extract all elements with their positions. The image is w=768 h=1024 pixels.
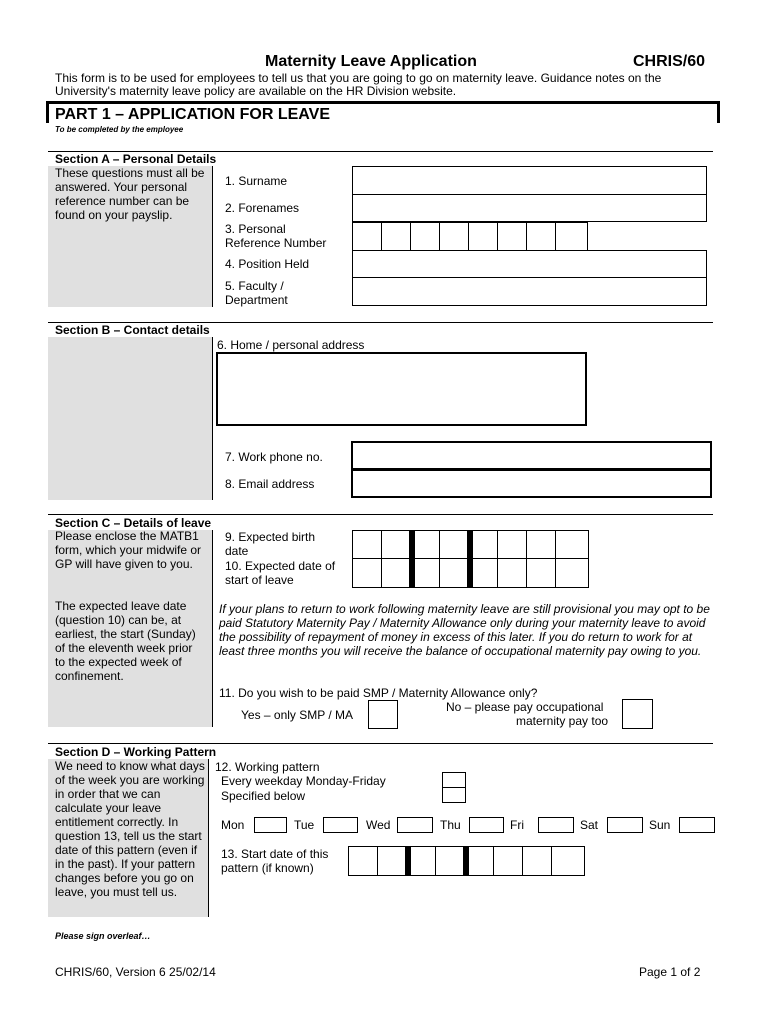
date-separator <box>409 530 415 588</box>
section-c-note-1: Please enclose the MATB1 form, which your midwife or GP will have given to you. <box>55 529 202 571</box>
day-box-sun[interactable] <box>679 817 715 833</box>
footer-page-number: Page 1 of 2 <box>639 965 701 979</box>
smp-yes-label: Yes – only SMP / MA <box>241 708 354 722</box>
section-d-divider <box>208 759 209 917</box>
specified-option-checkbox[interactable] <box>442 787 466 803</box>
day-label-wed: Wed <box>366 818 391 832</box>
ref-digit-cell[interactable] <box>526 222 556 251</box>
ref-digit-cell[interactable] <box>497 222 527 251</box>
section-a-divider <box>212 166 213 307</box>
smp-explanation: If your plans to return to work following maternity leave are still provisional you may opt to be paid Statutory Maternity Pay / Maternity Allowance only during your maternity leave to avoid the possibility of repayment of money in excess of this later. If you do return to work for at least three months you will receive the balance of occupational maternity pay owing to you. <box>219 602 710 658</box>
specified-option-label: Specified below <box>221 789 306 803</box>
ref-digit-cell[interactable] <box>468 222 498 251</box>
birth-date-label-2: date <box>225 544 249 558</box>
ref-digit-cell[interactable] <box>410 222 440 251</box>
weekday-option-checkbox[interactable] <box>442 772 466 788</box>
personal-ref-label-1: 3. Personal <box>225 222 286 236</box>
date-digit-cell[interactable] <box>377 846 407 876</box>
home-address-field[interactable] <box>216 352 587 426</box>
smp-no-checkbox[interactable] <box>622 699 653 729</box>
smp-yes-checkbox[interactable] <box>368 700 398 729</box>
surname-label: 1. Surname <box>225 174 288 188</box>
footer-version: CHRIS/60, Version 6 25/02/14 <box>55 965 216 979</box>
part1-subtitle: To be completed by the employee <box>55 125 184 134</box>
form-title: Maternity Leave Application <box>265 53 477 70</box>
section-c-note-2: The expected leave date (question 10) can be, at earliest, the start (Sunday) of the eleventh week prior to the expected week of confinement. <box>55 599 196 683</box>
email-label: 8. Email address <box>225 477 315 491</box>
birth-date-label-1: 9. Expected birth <box>225 530 316 544</box>
faculty-label-2: Department <box>225 293 288 307</box>
leave-date-label-2: start of leave <box>225 573 294 587</box>
day-box-fri[interactable] <box>538 817 574 833</box>
section-c-divider <box>212 530 213 727</box>
faculty-label-1: 5. Faculty / <box>225 279 284 293</box>
home-address-label: 6. Home / personal address <box>217 338 365 352</box>
smp-question: 11. Do you wish to be paid SMP / Maternity Allowance only? <box>219 686 538 700</box>
work-phone-field[interactable] <box>351 441 712 470</box>
date-digit-cell[interactable] <box>435 846 465 876</box>
form-code: CHRIS/60 <box>633 53 706 70</box>
ref-digit-cell[interactable] <box>439 222 469 251</box>
date-digit-cell[interactable] <box>522 846 552 876</box>
position-label: 4. Position Held <box>225 257 310 271</box>
date-digit-cell[interactable] <box>381 530 411 559</box>
email-field[interactable] <box>351 469 712 498</box>
day-box-sat[interactable] <box>607 817 643 833</box>
ref-digit-cell[interactable] <box>381 222 411 251</box>
sign-overleaf-note: Please sign overleaf… <box>55 931 151 941</box>
work-phone-label: 7. Work phone no. <box>225 450 323 464</box>
smp-no-label-1: No – please pay occupational <box>446 700 604 714</box>
pattern-start-label-1: 13. Start date of this <box>221 847 329 861</box>
date-digit-cell[interactable] <box>352 530 382 559</box>
date-separator <box>463 846 469 876</box>
position-field[interactable] <box>352 250 707 278</box>
section-d-title: Section D – Working Pattern <box>55 745 217 759</box>
date-separator <box>467 530 473 588</box>
date-digit-cell[interactable] <box>526 558 556 588</box>
section-c-title: Section C – Details of leave <box>55 516 212 530</box>
date-digit-cell[interactable] <box>497 558 527 588</box>
leave-date-label-1: 10. Expected date of <box>225 559 336 573</box>
date-digit-cell[interactable] <box>352 558 382 588</box>
forenames-label: 2. Forenames <box>225 201 300 215</box>
section-b-note-panel <box>48 337 212 500</box>
day-box-mon[interactable] <box>254 817 287 833</box>
ref-digit-cell[interactable] <box>555 222 588 251</box>
day-label-mon: Mon <box>221 818 245 832</box>
day-label-thu: Thu <box>440 818 461 832</box>
section-a-note: These questions must all be answered. Your personal reference number can be found on your payslip. <box>55 166 205 222</box>
date-digit-cell[interactable] <box>555 530 589 559</box>
date-digit-cell[interactable] <box>493 846 523 876</box>
section-b-divider <box>212 337 213 500</box>
day-label-sat: Sat <box>580 818 599 832</box>
day-label-fri: Fri <box>510 818 524 832</box>
section-d-note: We need to know what days of the week you are working in order that we can calculate your leave entitlement correctly. In question 13, tell us the start date of this pattern (even if in the past). If your pattern changes before you go on leave, you must tell us. <box>55 759 205 899</box>
date-digit-cell[interactable] <box>439 558 469 588</box>
faculty-field[interactable] <box>352 277 707 306</box>
personal-ref-label-2: Reference Number <box>225 236 327 250</box>
date-digit-cell[interactable] <box>381 558 411 588</box>
section-d-rule <box>48 743 713 744</box>
date-digit-cell[interactable] <box>348 846 378 876</box>
date-digit-cell[interactable] <box>439 530 469 559</box>
date-digit-cell[interactable] <box>497 530 527 559</box>
forenames-field[interactable] <box>352 194 707 222</box>
smp-no-label-2: maternity pay too <box>516 714 609 728</box>
section-c-rule <box>48 514 713 515</box>
day-label-sun: Sun <box>649 818 671 832</box>
pattern-start-label-2: pattern (if known) <box>221 861 314 875</box>
day-label-tue: Tue <box>294 818 315 832</box>
section-b-title: Section B – Contact details <box>55 323 210 337</box>
day-box-tue[interactable] <box>323 817 358 833</box>
date-digit-cell[interactable] <box>526 530 556 559</box>
section-a-title: Section A – Personal Details <box>55 152 217 166</box>
part1-title: PART 1 – APPLICATION FOR LEAVE <box>55 106 330 123</box>
date-digit-cell[interactable] <box>551 846 585 876</box>
day-box-wed[interactable] <box>397 817 433 833</box>
working-pattern-label: 12. Working pattern <box>215 760 320 774</box>
date-separator <box>405 846 411 876</box>
surname-field[interactable] <box>352 166 707 195</box>
ref-digit-cell[interactable] <box>352 222 382 251</box>
weekday-option-label: Every weekday Monday-Friday <box>221 774 386 788</box>
date-digit-cell[interactable] <box>555 558 589 588</box>
intro-text: This form is to be used for employees to tell us that you are going to go on maternity leave. Guidance notes on the University's maternity leave policy are available on the HR Division website. <box>55 71 662 98</box>
day-box-thu[interactable] <box>469 817 504 833</box>
